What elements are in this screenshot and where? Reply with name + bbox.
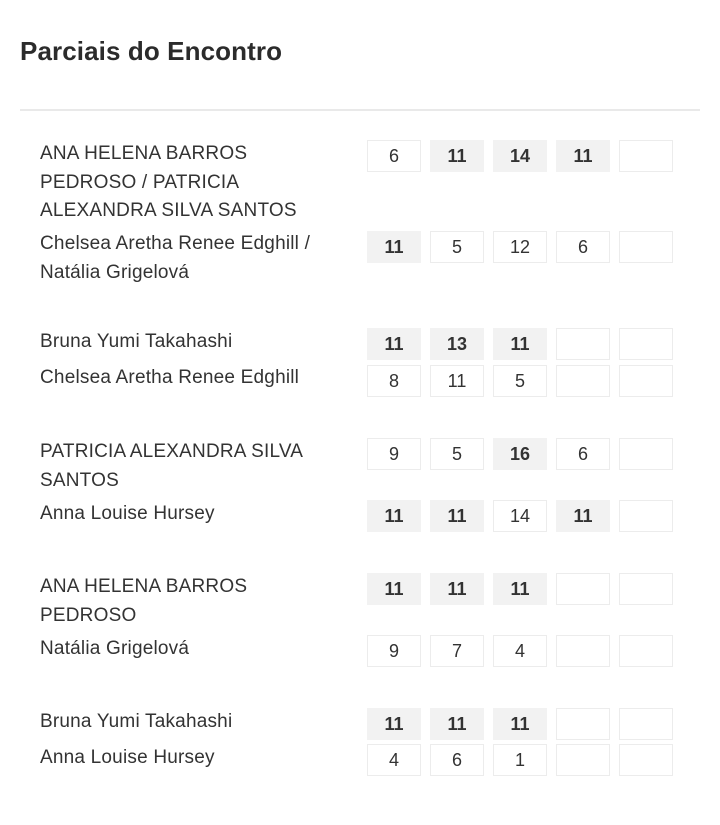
set-score-cell: 5 bbox=[493, 365, 547, 397]
player-name: Chelsea Aretha Renee Edghill bbox=[40, 367, 300, 388]
set-score-cell: 6 bbox=[367, 140, 421, 172]
set-score-cell: 11 bbox=[430, 140, 484, 172]
set-score-cell: 4 bbox=[493, 635, 547, 667]
set-score-cell bbox=[556, 365, 610, 397]
set-score-cell: 9 bbox=[367, 635, 421, 667]
player-name: ANA HELENA BARROS PEDROSO bbox=[40, 576, 248, 626]
set-scores bbox=[367, 744, 682, 776]
set-score-cell: 5 bbox=[430, 438, 484, 470]
set-score-cell: 16 bbox=[493, 438, 547, 470]
set-score-cell: 14 bbox=[493, 500, 547, 532]
page-title: Parciais do Encontro bbox=[20, 36, 283, 66]
set-score-cell: 12 bbox=[493, 231, 547, 263]
set-score-cell: 11 bbox=[493, 328, 547, 360]
set-score-cell: 11 bbox=[493, 573, 547, 605]
set-score-cell: 9 bbox=[367, 438, 421, 470]
set-scores bbox=[367, 708, 682, 740]
set-score-cell bbox=[556, 573, 610, 605]
set-score-cell: 11 bbox=[430, 500, 484, 532]
set-score-cell bbox=[556, 708, 610, 740]
set-score-cell bbox=[619, 365, 673, 397]
set-score-cell bbox=[556, 635, 610, 667]
set-score-cell: 11 bbox=[430, 365, 484, 397]
set-score-cell: 11 bbox=[367, 500, 421, 532]
title-divider bbox=[20, 109, 700, 111]
set-score-cell: 11 bbox=[367, 231, 421, 263]
set-score-cell: 7 bbox=[430, 635, 484, 667]
set-score-cell: 11 bbox=[556, 500, 610, 532]
set-score-cell bbox=[619, 438, 673, 470]
set-score-cell: 13 bbox=[430, 328, 484, 360]
set-score-cell: 6 bbox=[430, 744, 484, 776]
set-scores bbox=[367, 365, 682, 397]
player-name: PATRICIA ALEXANDRA SILVA SANTOS bbox=[40, 441, 303, 491]
set-score-cell bbox=[619, 744, 673, 776]
set-score-cell bbox=[619, 635, 673, 667]
set-score-cell: 1 bbox=[493, 744, 547, 776]
set-score-cell: 14 bbox=[493, 140, 547, 172]
player-name: Bruna Yumi Takahashi bbox=[40, 331, 233, 352]
set-scores bbox=[367, 438, 682, 470]
set-score-cell bbox=[619, 231, 673, 263]
player-name: Bruna Yumi Takahashi bbox=[40, 711, 233, 732]
set-score-cell bbox=[619, 500, 673, 532]
set-score-cell bbox=[619, 573, 673, 605]
set-score-cell: 11 bbox=[430, 708, 484, 740]
set-scores bbox=[367, 573, 682, 605]
set-score-cell bbox=[619, 708, 673, 740]
set-scores bbox=[367, 140, 682, 172]
player-name: Anna Louise Hursey bbox=[40, 503, 215, 524]
player-name: Natália Grigelová bbox=[40, 638, 190, 659]
set-score-cell: 11 bbox=[367, 328, 421, 360]
player-name: Anna Louise Hursey bbox=[40, 747, 215, 768]
set-score-cell: 11 bbox=[556, 140, 610, 172]
set-score-cell: 11 bbox=[493, 708, 547, 740]
set-scores bbox=[367, 328, 682, 360]
set-score-cell: 11 bbox=[367, 573, 421, 605]
set-score-cell: 6 bbox=[556, 438, 610, 470]
set-scores bbox=[367, 231, 682, 263]
set-score-cell bbox=[556, 328, 610, 360]
set-score-cell: 11 bbox=[367, 708, 421, 740]
set-scores bbox=[367, 635, 682, 667]
set-score-cell: 8 bbox=[367, 365, 421, 397]
set-score-cell: 4 bbox=[367, 744, 421, 776]
set-score-cell bbox=[556, 744, 610, 776]
set-score-cell bbox=[619, 140, 673, 172]
set-score-cell: 5 bbox=[430, 231, 484, 263]
set-score-cell bbox=[619, 328, 673, 360]
player-name: ANA HELENA BARROS PEDROSO / PATRICIA ALEXANDRA SILVA SANTOS bbox=[40, 143, 297, 221]
set-scores bbox=[367, 500, 682, 532]
set-score-cell: 11 bbox=[430, 573, 484, 605]
set-score-cell: 6 bbox=[556, 231, 610, 263]
player-name: Chelsea Aretha Renee Edghill / Natália Grigelová bbox=[40, 233, 311, 283]
